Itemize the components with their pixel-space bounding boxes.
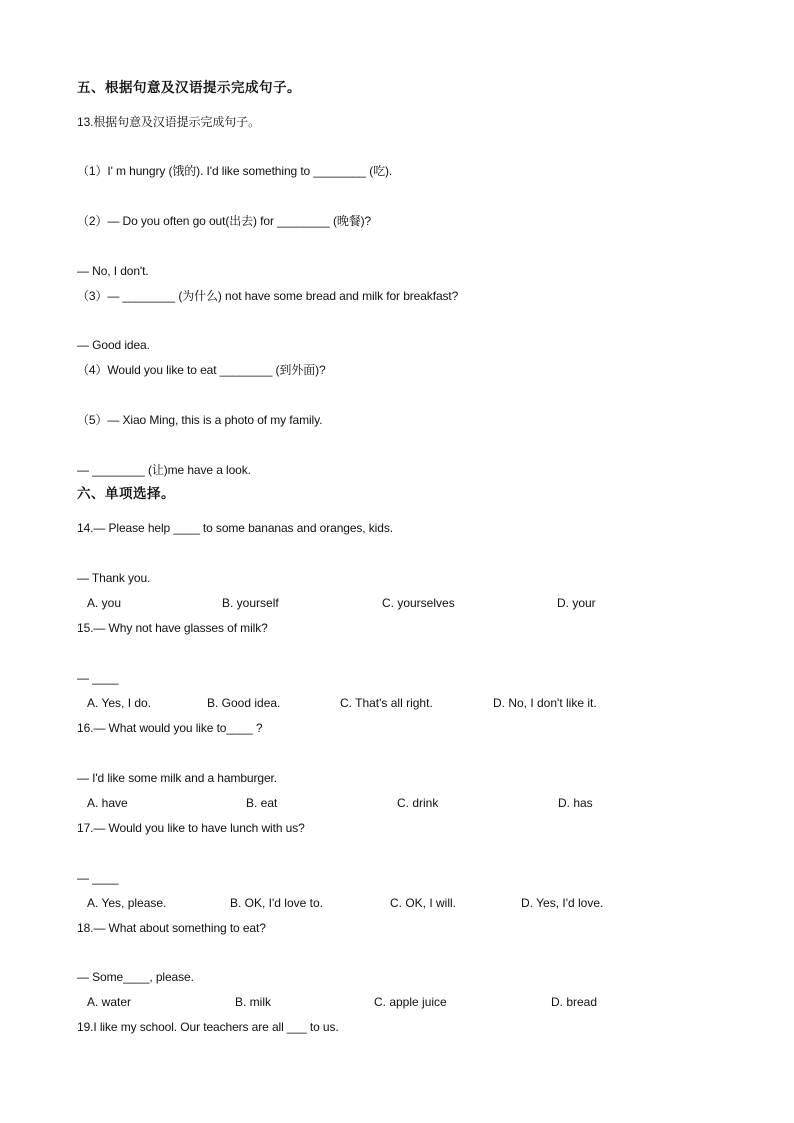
item-2: （2）— Do you often go out(出去) for ________ (晚餐)? <box>77 214 372 228</box>
question-18-reply: — Some____, please. <box>77 970 194 984</box>
question-14-option-a: A. you <box>87 596 122 610</box>
question-17-option-d: D. Yes, I'd love. <box>521 896 604 910</box>
question-14-reply: — Thank you. <box>77 571 151 585</box>
question-19-stem: 19.I like my school. Our teachers are all ___ to us. <box>77 1020 339 1034</box>
item-5-reply: — ________ (让)me have a look. <box>77 463 251 477</box>
question-13-title: 13.根据句意及汉语提示完成句子。 <box>77 115 260 129</box>
question-17-option-a: A. Yes, please. <box>87 896 167 910</box>
question-14-stem: 14.— Please help ____ to some bananas and oranges, kids. <box>77 521 393 535</box>
item-3: （3）— ________ (为什么) not have some bread and milk for breakfast? <box>77 289 459 303</box>
question-17-option-c: C. OK, I will. <box>390 896 457 910</box>
question-18-option-d: D. bread <box>551 995 598 1009</box>
item-2-reply: — No, I don't. <box>77 264 149 278</box>
question-17-stem: 17.— Would you like to have lunch with us? <box>77 821 305 835</box>
question-15-option-b: B. Good idea. <box>207 696 281 710</box>
question-18-option-a: A. water <box>87 995 132 1009</box>
question-14-option-b: B. yourself <box>222 596 279 610</box>
item-3-reply: — Good idea. <box>77 338 150 352</box>
question-16-option-d: D. has <box>558 796 593 810</box>
question-15-option-c: C. That's all right. <box>340 696 433 710</box>
question-17-reply: — ____ <box>77 871 119 885</box>
question-16-option-a: A. have <box>87 796 128 810</box>
question-16-stem: 16.— What would you like to____ ? <box>77 721 263 735</box>
item-5: （5）— Xiao Ming, this is a photo of my family. <box>77 413 323 427</box>
question-15-stem: 15.— Why not have glasses of milk? <box>77 621 268 635</box>
item-4: （4）Would you like to eat ________ (到外面)? <box>77 363 326 377</box>
question-15-reply: — ____ <box>77 671 119 685</box>
question-17-option-b: B. OK, I'd love to. <box>230 896 323 910</box>
question-16-option-b: B. eat <box>246 796 278 810</box>
question-15-option-d: D. No, I don't like it. <box>493 696 597 710</box>
question-14-option-c: C. yourselves <box>382 596 455 610</box>
question-14-option-d: D. your <box>557 596 596 610</box>
question-18-option-b: B. milk <box>235 995 271 1009</box>
item-1: （1）I' m hungry (饿的). I'd like something to ________ (吃). <box>77 164 393 178</box>
section-heading-6: 六、单项选择。 <box>77 486 175 501</box>
section-heading-5: 五、根据句意及汉语提示完成句子。 <box>77 80 301 95</box>
question-16-option-c: C. drink <box>397 796 439 810</box>
question-16-reply: — I'd like some milk and a hamburger. <box>77 771 278 785</box>
question-15-option-a: A. Yes, I do. <box>87 696 152 710</box>
question-18-stem: 18.— What about something to eat? <box>77 921 266 935</box>
question-18-option-c: C. apple juice <box>374 995 447 1009</box>
